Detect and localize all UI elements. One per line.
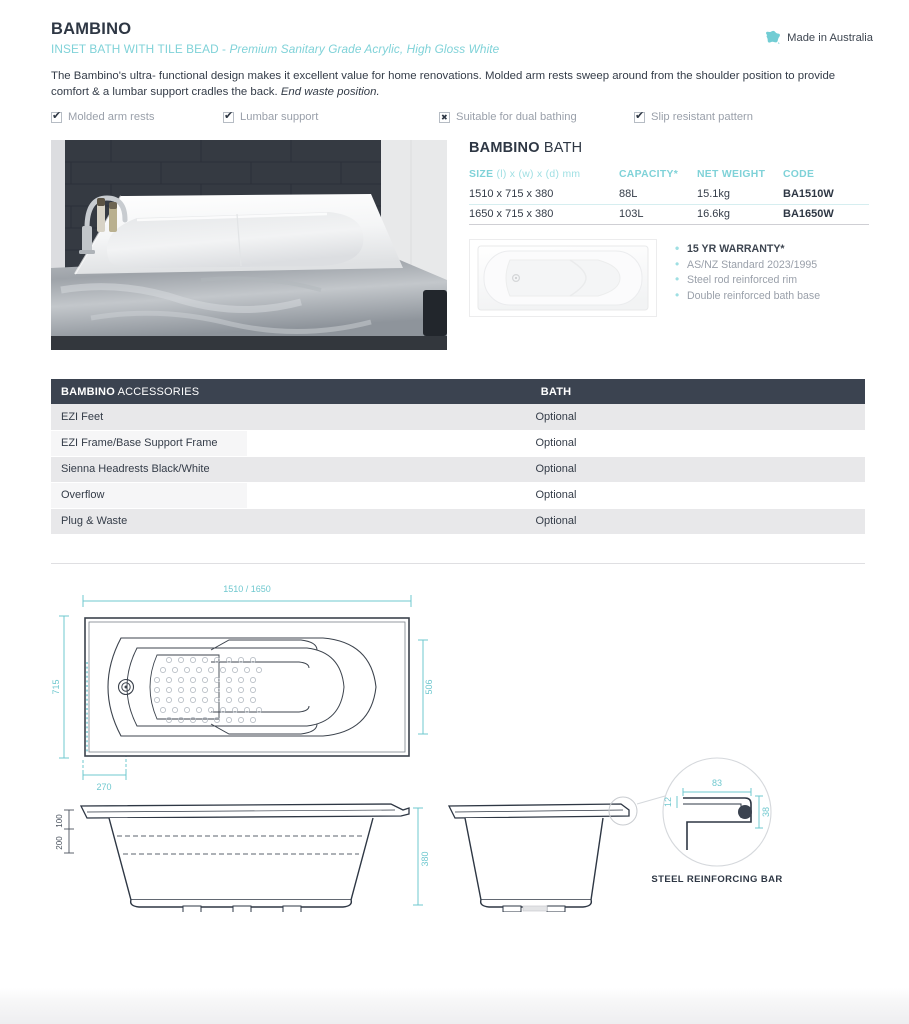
dimension-drawings-svg [51,582,873,912]
column-header-net-weight: NET WEIGHT [697,169,766,180]
size-bold: SIZE [469,169,494,180]
description-text: The Bambino's ultra- functional design makes it excellent value for home renovations. Molded arm rests sweep around from the shoulder position to provide comfort & a lumbar support cradles the back. [51,70,836,98]
detail-caption: STEEL REINFORCING BAR [651,873,783,885]
feature-item-3 [634,111,753,123]
checkbox-cross-icon [439,112,450,123]
plan-length-dimension [83,595,411,607]
plan-width-label: 715 [51,678,61,695]
plan-view-drawing [51,584,434,792]
checkbox-checked-icon [223,112,234,123]
accessory-name: Plug & Waste [51,508,247,534]
detail-width-label: 83 [711,777,723,788]
side-rim-dimensions [64,810,74,853]
size-light: (l) x (w) x (d) mm [493,169,581,180]
cell-weight: 15.1kg [697,185,783,205]
accessory-name: EZI Feet [51,404,247,430]
side-elevation-drawing [55,804,430,912]
accessory-name: Overflow [51,482,247,508]
feature-label: Molded arm rests [68,111,155,123]
accessory-value: Optional [247,430,865,456]
feature-label: Slip resistant pattern [651,111,753,123]
bath-in-bathroom-illustration [51,140,447,350]
media-and-spec-row [51,140,873,353]
bath-product-thumbnail [469,239,657,317]
product-description [51,68,851,100]
cell-capacity: 88L [619,185,697,205]
feature-item-2 [439,111,634,123]
feature-label: Lumbar support [240,111,319,123]
feature-item-0 [51,111,223,123]
side-height-label: 380 [420,850,430,867]
bullet-item: • AS/NZ Standard 2023/1995 [674,258,820,274]
product-header [51,20,873,100]
product-subtitle [51,42,873,56]
feature-item-1 [223,111,439,123]
subtitle-italic: Premium Sanitary Grade Acrylic, High Gloss White [229,42,500,56]
cell-code: BA1650W [783,205,869,225]
feature-list [51,111,873,123]
column-header-capacity: CAPACITY* [619,169,679,180]
table-row [51,482,865,508]
detail-circle [663,758,771,866]
plan-inner-width-label: 506 [424,678,434,695]
specification-panel [469,140,873,319]
made-in-label: Made in Australia [787,31,873,44]
steel-bar-section-icon [738,805,752,819]
cell-code: BA1510W [783,185,869,205]
accessory-value: Optional [247,404,865,430]
accessory-name: EZI Frame/Base Support Frame [51,430,247,456]
detail-depth-label: 38 [761,806,771,817]
table-row [469,205,869,225]
table-row [51,430,865,456]
checkbox-checked-icon [51,112,62,123]
bullet-item: • Double reinforced bath base [674,289,820,305]
accessory-value: Optional [247,482,865,508]
table-row [469,185,869,205]
accessory-value: Optional [247,508,865,534]
steel-bar-detail-callout [637,758,783,885]
bullet-item: • 15 YR WARRANTY* [674,242,820,258]
accessories-header-title [51,379,247,404]
accessory-value: Optional [247,456,865,482]
cell-capacity: 103L [619,205,697,225]
made-in-australia-badge [764,30,873,45]
side-rim-label: 100 [55,813,64,828]
subtitle-main: INSET BATH WITH TILE BEAD - [51,42,230,56]
table-row [51,404,865,430]
accessories-word: ACCESSORIES [114,385,200,398]
accessories-table [51,379,865,535]
page-title: BAMBINO [51,20,132,38]
technical-drawings [51,582,873,912]
spec-sheet [8,6,909,990]
plan-waste-offset-label: 270 [96,781,112,792]
accessories-brand: BAMBINO [61,385,115,398]
spec-title-brand: BAMBINO [469,140,540,156]
product-lifestyle-photo [51,140,447,350]
spec-table-header-row [469,169,869,185]
accessories-section [51,379,865,535]
table-row [51,508,865,534]
cell-size: 1650 x 715 x 380 [469,205,619,225]
feature-label: Suitable for dual bathing [456,111,577,123]
accessory-name: Sienna Headrests Black/White [51,456,247,482]
spec-title-type: BATH [539,140,583,156]
description-italic: End waste position. [280,86,380,98]
spec-title [469,140,873,156]
specification-table [469,169,869,225]
warranty-feature-bullets [674,242,820,304]
australia-map-icon [764,30,781,45]
bath-top-view-illustration [470,240,656,316]
section-divider [51,563,865,564]
cell-weight: 16.6kg [697,205,783,225]
detail-thickness-label: 12 [663,796,673,807]
bullet-item: • Steel rod reinforced rim [674,273,820,289]
column-header-size [469,169,619,185]
column-header-code: CODE [783,169,815,180]
accessories-header-bath: BATH [247,379,865,404]
plan-length-label: 1510 / 1650 [223,583,271,594]
cell-size: 1510 x 715 x 380 [469,185,619,205]
side-upper-label: 200 [55,835,64,850]
product-thumbnail-row [469,239,873,319]
page-bottom-edge [0,988,909,1024]
accessories-header-row [51,379,865,404]
checkbox-checked-icon [634,112,645,123]
sheet-content [51,20,873,912]
table-row [51,456,865,482]
end-elevation-drawing [449,797,637,912]
